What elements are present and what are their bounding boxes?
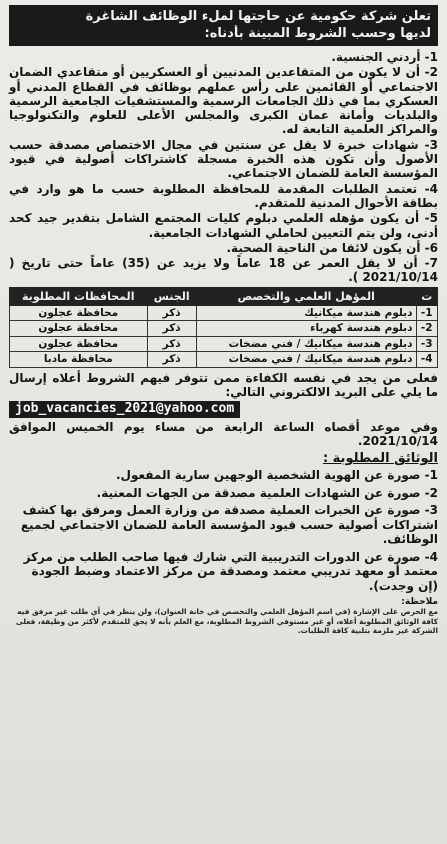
row-governorate: محافظة عجلون bbox=[10, 321, 148, 337]
row-governorate: محافظة مادبا bbox=[10, 352, 148, 368]
row-number: 2- bbox=[416, 321, 437, 337]
document-item: 1- صورة عن الهوية الشخصية الوجهين سارية المفعول. bbox=[116, 468, 438, 483]
document-item: 2- صورة عن الشهادات العلمية مصدقة من الجهات المعنية. bbox=[96, 485, 438, 500]
document-item: 4- صورة عن الدورات التدريبية التي شارك فيها صاحب الطلب من مركز معتمد أو معهد تدريبي معتمد ومصدقة من مركز الاعتماد وضبط الجودة (إن وجدت). bbox=[23, 549, 438, 593]
condition-item: 1- أردني الجنسية. bbox=[331, 50, 438, 64]
condition-item: 3- شهادات خبرة لا يقل عن سنتين في مجال الاختصاص مصدقة حسب الأصول وأن تكون هذه الخبرة مسجلة كاشتراكات أصولية في قيود المؤسسة العامة للضمان الاجتماعي. bbox=[9, 137, 438, 181]
deadline-text: وفي موعد أقصاه الساعة الرابعة من مساء يوم الخميس الموافق 2021/10/14. bbox=[9, 419, 438, 448]
conditions-list bbox=[9, 50, 438, 285]
row-number: 1- bbox=[416, 305, 437, 321]
vacancies-table bbox=[9, 287, 438, 368]
col-governorate: المحافظات المطلوبة bbox=[10, 287, 148, 305]
row-number: 3- bbox=[416, 336, 437, 352]
application-email[interactable]: job_vacancies_2021@yahoo.com bbox=[9, 401, 240, 417]
documents-list bbox=[9, 468, 438, 593]
condition-item: 2- أن لا يكون من المتقاعدين المدنيين أو العسكريين أو متقاعدي الضمان الاجتماعي أو القائمين على رأس عملهم بوظائف في القطاع المدني أو العسكري بما في ذلك الجامعات الرسمية والمستشفيات الجامعية الرسمية والبلديات وأمانة عمان الكبرى والمجلس الأعلى للعلوم والتكنولوجيا والمراكز العلمية التابعة له. bbox=[9, 65, 438, 137]
condition-item: 4- تعتمد الطلبات المقدمة للمحافظة المطلوبة حسب ما هو وارد في بطاقة الأحوال المدنية للمتقدم. bbox=[9, 181, 438, 210]
row-gender: ذكر bbox=[147, 352, 196, 368]
header-line-1: تعلن شركة حكومية عن حاجتها لملء الوظائف الشاغرة bbox=[85, 9, 431, 24]
documents-title: الوثائق المطلوبة : bbox=[322, 451, 438, 467]
row-qualification: دبلوم هندسة ميكانيك / فني مضخات bbox=[196, 352, 416, 368]
condition-item: 6- أن يكون لائقا من الناحية الصحية. bbox=[226, 240, 438, 255]
header-line-2: لديها وحسب الشروط المبينة بأدناه: bbox=[204, 26, 431, 41]
notes-text: مع الحرص على الإشارة (في اسم المؤهل العلمي والتخصص في خانة العنوان)، ولن ينظر في أي طلب غير مرفق فيه كافة الوثائق المطلوبة أعلاه، أو غير مستوفي الشروط المطلوبة، مع العلم بأنه لا يحق للمتقدم لأكثر من وظيفة، فعلى الشركة غير ملزمة بتلبية كافة الطلبات. bbox=[15, 607, 438, 636]
col-gender: الجنس bbox=[147, 287, 196, 305]
row-number: 4- bbox=[416, 352, 437, 368]
row-gender: ذكر bbox=[147, 305, 196, 321]
table-row bbox=[10, 305, 438, 321]
row-qualification: دبلوم هندسة ميكانيك / فني مضخات bbox=[196, 336, 416, 352]
table-row bbox=[10, 352, 438, 368]
row-gender: ذكر bbox=[147, 321, 196, 337]
table-row bbox=[10, 321, 438, 337]
col-qualification: المؤهل العلمي والتخصص bbox=[196, 287, 416, 305]
apply-text: فعلى من يجد في نفسه الكفاءة ممن تتوفر فيهم الشروط أعلاه إرسال ما يلي على البريد الالكتروني التالي: bbox=[9, 370, 438, 400]
document-item: 3- صورة عن الخبرات العملية مصدقة من وزارة العمل ومرفق بها كشف اشتراكات أصولية حسب قيود المؤسسة العامة للضمان الاجتماعي لجميع الوظائف. bbox=[20, 503, 438, 547]
table-header-row bbox=[10, 287, 438, 305]
notes-title: ملاحظة: bbox=[401, 597, 438, 608]
row-governorate: محافظة عجلون bbox=[10, 305, 148, 321]
condition-item: 7- أن لا يقل العمر عن 18 عاماً ولا يزيد عن (35) عاماً حتى تاريخ ( 2021/10/14 ). bbox=[9, 256, 439, 285]
application-instructions bbox=[9, 371, 438, 448]
col-number: ت bbox=[416, 287, 437, 305]
row-gender: ذكر bbox=[147, 336, 196, 352]
row-qualification: دبلوم هندسة كهرباء bbox=[196, 321, 416, 337]
email-row bbox=[9, 401, 438, 417]
table-row bbox=[10, 336, 438, 352]
advertisement-header bbox=[9, 5, 438, 46]
row-governorate: محافظة عجلون bbox=[10, 336, 148, 352]
condition-item: 5- أن يكون مؤهله العلمي دبلوم كليات المجتمع الشامل بتقدير جيد كحد أدنى، ولن يتم التعيين لحاملي الشهادات الجامعية. bbox=[9, 211, 438, 240]
row-qualification: دبلوم هندسة ميكانيك bbox=[196, 305, 416, 321]
